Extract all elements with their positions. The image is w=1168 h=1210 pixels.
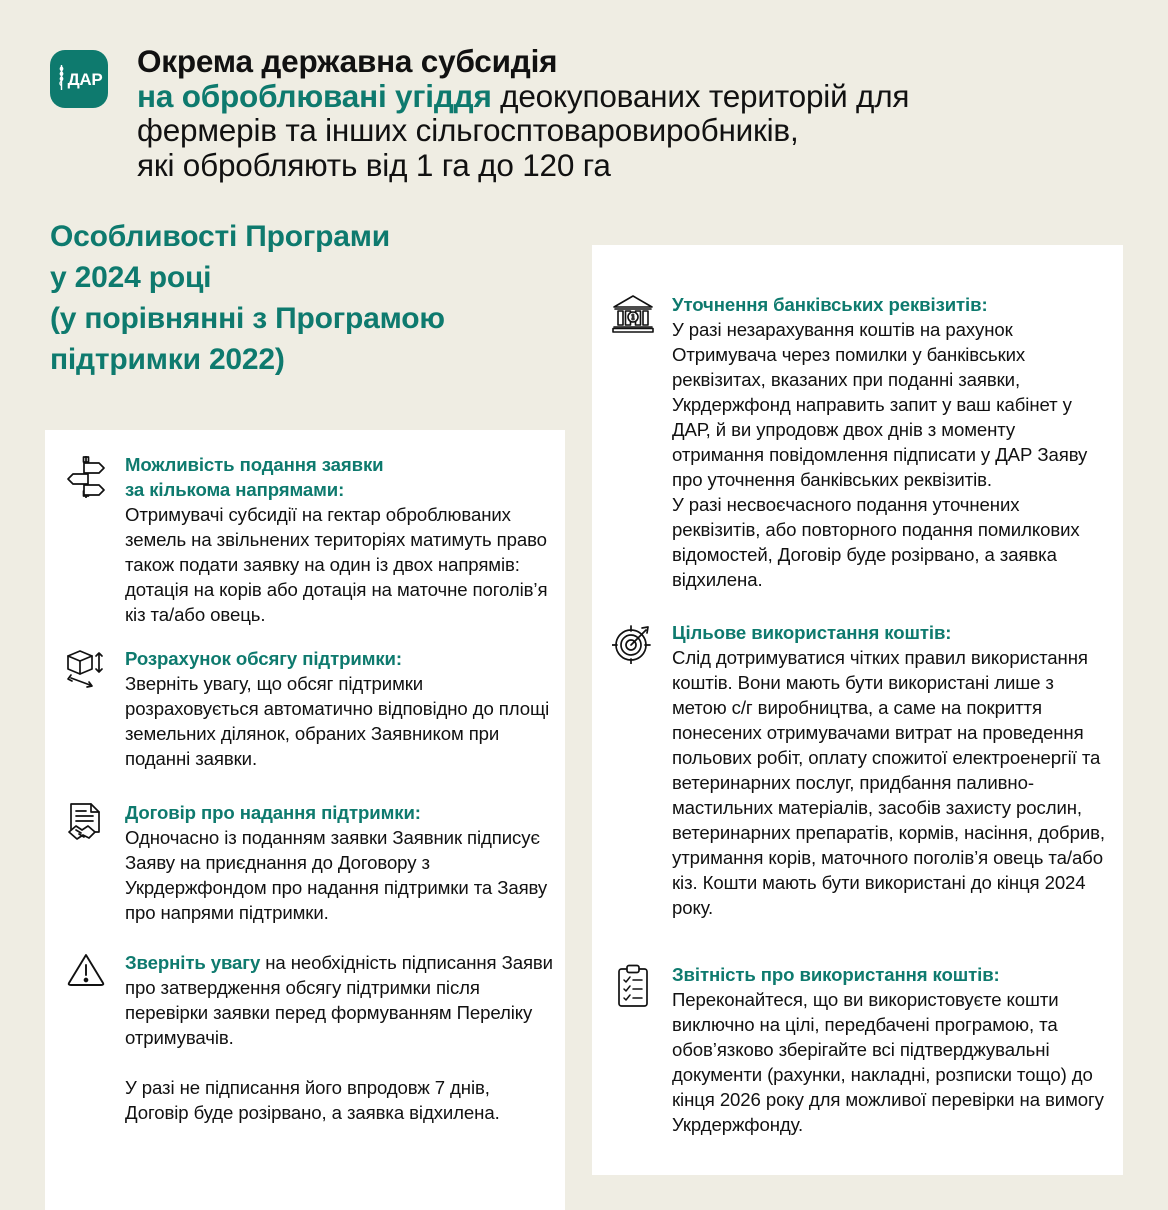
header-line-2-rest: деокупованих територій для [491,77,910,114]
list-item-paragraph-2: У разі не підписання його впродовж 7 днів, Договір буде розірвано, а заявка відхилена. [125,1077,500,1123]
list-item-body [125,452,553,627]
header-line-1: Окрема державна субсидія [137,43,558,79]
list-item-paragraph-rest: на необхідність підписання Заяви про затвердження обсягу підтримки після перевірки заявки перед формуванням Переліку отримувачів. [125,952,553,1048]
warning-triangle-icon [63,950,109,988]
bank-icon [610,292,656,334]
list-item-title-2: за кількома напрямами: [125,479,345,500]
page-title [137,44,1137,182]
section-heading-line-2: у 2024 році [50,261,212,294]
list-item-paragraph: У разі незарахування коштів на рахунок Отримувача через помилки у банківських реквізитах, вказаних при поданні заявки, Укрдержфонд направить запит у ваш кабінет у ДАР, й ви упродовж двох днів з моменту отримання повідомлення підписати у ДАР Заяву про уточнення банківських реквізитів. [672,319,1088,490]
list-item-body [672,292,1110,592]
list-item-paragraph-2: У разі несвоєчасного подання уточнених реквізитів, або повторного подання помилкових відомостей, Договір буде розірвано, а заявка відхилена. [672,494,1080,590]
list-item-title: Розрахунок обсягу підтримки: [125,648,402,669]
target-arrow-icon [610,620,656,664]
header-line-4: які обробляють від 1 га до 120 га [137,146,611,183]
list-item [610,620,1110,920]
list-item [63,452,553,627]
section-heading-line-4: підтримки 2022) [50,343,285,376]
box-measure-icon [63,646,109,690]
header-line-2-accent: на оброблювані угіддя [137,77,492,114]
list-item-paragraph: Переконайтеся, що ви використовуєте кошти виключно на цілі, передбачені програмою, та обов’язково зберігайте всі підтверджувальні документи (рахунки, накладні, розписки тощо) до кінця 2026 року для можливої перевірки на вимогу Укрдержфонду. [672,989,1104,1135]
document-handshake-icon [63,800,109,844]
list-item [63,950,553,1125]
dar-logo [50,50,108,108]
list-item-paragraph: Одночасно із поданням заявки Заявник підписує Заяву на приєднання до Договору з Укрдержфондом про надання підтримки та Заяву про напрями підтримки. [125,827,548,923]
list-item-title: Звітність про використання коштів: [672,964,1000,985]
section-heading-line-3: (у порівнянні з Програмою [50,302,445,335]
list-item-body [672,962,1110,1137]
wheat-icon [56,62,67,97]
list-item-paragraph: Отримувачі субсидії на гектар оброблюваних земель на звільнених територіях матимуть право також подати заявку на один із двох напрямів: дотація на корів або дотація на маточне поголів’я кіз та/або овець. [125,504,548,625]
list-item-title: Договір про надання підтримки: [125,802,421,823]
list-item-paragraph: Зверніть увагу, що обсяг підтримки розраховується автоматично відповідно до площі земельних ділянок, обраних Заявником при поданні заявки. [125,673,550,769]
list-item-body [125,950,553,1125]
section-heading-line-1: Особливості Програми [50,220,391,253]
list-item [63,800,553,925]
list-item-body [125,800,553,925]
header-line-3: фермерів та інших сільгосптоваровиробників, [137,112,799,148]
list-item-body [125,646,553,771]
logo-label: ДАР [67,69,103,89]
list-item [610,292,1110,592]
list-item-title-inline: Зверніть увагу [125,952,261,973]
signpost-icon [63,452,109,500]
list-item-paragraph [125,950,553,1050]
list-item-title: Уточнення банківських реквізитів: [672,294,988,315]
list-item [63,646,553,771]
list-item-body [672,620,1110,920]
list-item-title: Цільове використання коштів: [672,622,952,643]
list-item [610,962,1110,1137]
section-heading [50,216,610,380]
list-item-title: Можливість подання заявки [125,454,384,475]
header-line-2 [137,79,1137,114]
header-banner [0,0,1168,205]
list-item-paragraph: Слід дотримуватися чітких правил використання коштів. Вони мають бути використані лише з метою с/г виробництва, а саме на покриття понесених отримувачами витрат на проведення польових робіт, оплату спожитої електроенергії та ветеринарних послуг, придбання паливно- мастильних матеріалів, засобів захисту рослин, ветеринарних препаратів, кормів, насіння, добрив, утримання корів, маточного поголів’я овець та/або кіз. Кошти мають бути використані до кінця 2024 року. [672,647,1105,918]
clipboard-checklist-icon [610,962,656,1008]
